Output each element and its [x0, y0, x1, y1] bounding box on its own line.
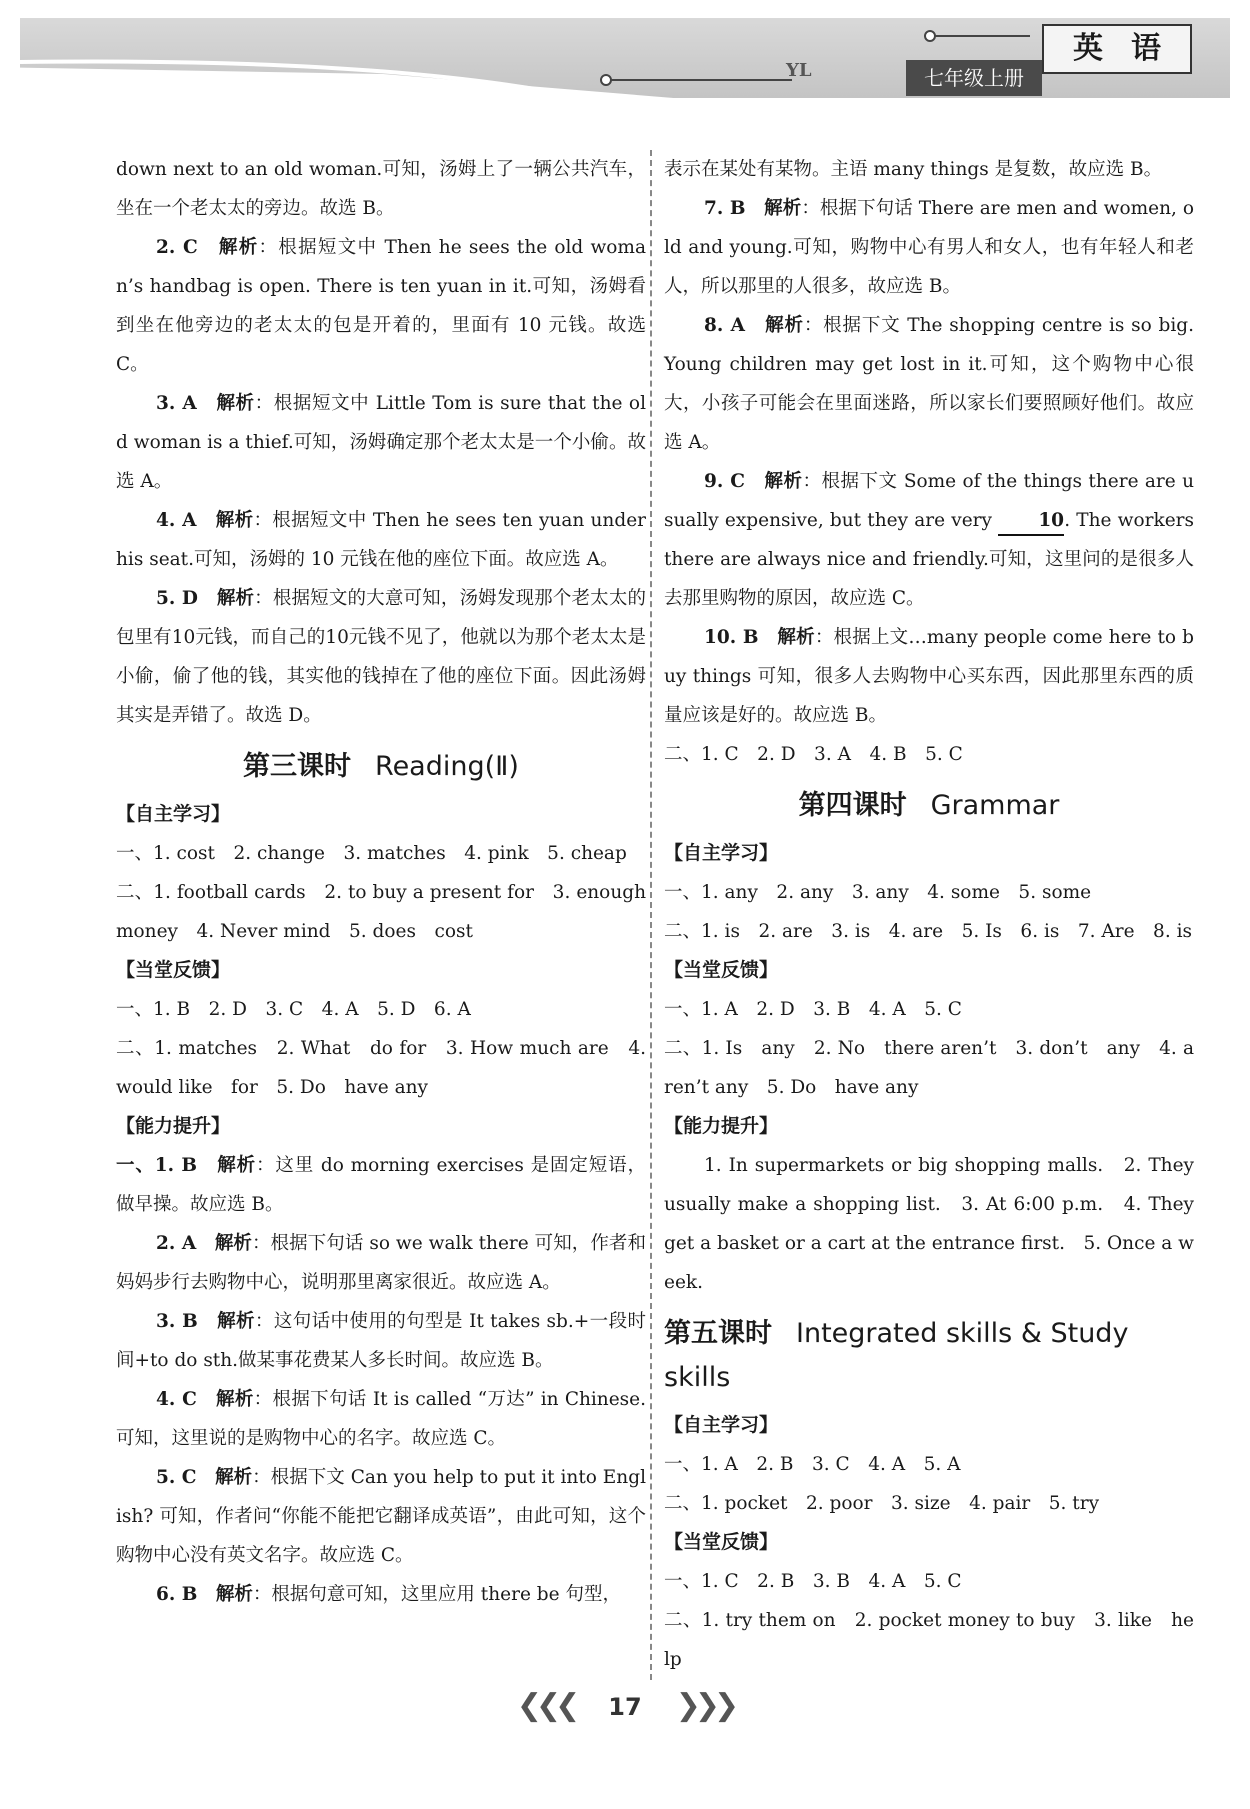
analysis-label: 解析	[215, 1467, 253, 1488]
analysis-label: 解析	[215, 510, 254, 531]
column-divider	[650, 150, 652, 1680]
answer-line: 一、1. A 2. D 3. B 4. A 5. C	[664, 999, 962, 1020]
analysis-label: 解析	[218, 237, 259, 258]
answer-number: 4. C	[156, 1389, 197, 1410]
right-arrows-icon: ❯❯❯	[675, 1688, 734, 1723]
left-column	[116, 150, 646, 1614]
analysis-label: 解析	[764, 471, 803, 492]
section-heading: 【自主学习】	[664, 842, 779, 864]
answer-line: 二、1. matches 2. What do for 3. How much are 4. would like for 5. Do have any	[116, 1038, 646, 1098]
analysis-text: ：根据上文…many people come here to buy things 可知，很多人去购物中心买东西，因此那里东西的质量应该是好的。故应选 B。	[664, 627, 1194, 726]
analysis-text: . The workers there are always nice and friendly.可知，这里问的是很多人去那里购物的原因，故应选 C。	[664, 510, 1194, 609]
answer-line: 二、1. Is any 2. No there aren’t 3. don’t any 4. aren’t any 5. Do have any	[664, 1038, 1194, 1098]
analysis-label: 解析	[217, 1155, 257, 1176]
lesson-title-en: Grammar	[930, 790, 1060, 821]
analysis-label: 解析	[216, 588, 255, 609]
lesson-title	[116, 745, 646, 789]
analysis-text: ：根据句意可知，这里应用 there be 句型，	[252, 1584, 621, 1605]
answer-number: 一、1. B	[116, 1155, 198, 1176]
fill-blank: 10	[998, 508, 1064, 536]
answer-line: 一、1. any 2. any 3. any 4. some 5. some	[664, 882, 1092, 903]
answer-number: 3. B	[156, 1311, 198, 1332]
lesson-title-cn: 第五课时	[664, 1318, 772, 1349]
answer-line: 一、1. C 2. B 3. B 4. A 5. C	[664, 1571, 962, 1592]
analysis-text: ：根据下句话 There are men and women, old and young.可知，购物中心有男人和女人，也有年轻人和老人，所以那里的人很多，故应选 B。	[664, 198, 1194, 297]
section-heading: 【当堂反馈】	[664, 1531, 779, 1553]
left-arrows-icon: ❮❮❮	[516, 1688, 575, 1723]
answer-text: down next to an old woman.可知，汤姆上了一辆公共汽车，坐在一个老太太的旁边。故选 B。	[116, 159, 646, 219]
section-heading: 【当堂反馈】	[664, 959, 779, 981]
answer-number: 6. B	[156, 1584, 198, 1605]
analysis-text: ：这句话中使用的句型是 It takes sb.+一段时间+to do sth.做某事花费某人多长时间。故应选 B。	[116, 1311, 646, 1371]
answer-item	[664, 189, 1194, 306]
answer-item	[116, 228, 646, 384]
page-footer	[0, 1688, 1250, 1723]
lesson-title-cn: 第三课时	[243, 751, 352, 782]
analysis-label: 解析	[215, 1389, 254, 1410]
lesson-title-en: Reading(Ⅱ)	[375, 751, 519, 782]
answer-line: 一、1. A 2. B 3. C 4. A 5. A	[664, 1454, 961, 1475]
answer-item	[116, 1458, 646, 1575]
answer-number: 7. B	[704, 198, 746, 219]
answer-text: 表示在某处有某物。主语 many things 是复数，故应选 B。	[664, 159, 1163, 180]
analysis-label: 解析	[215, 1584, 253, 1605]
right-column	[664, 150, 1194, 1679]
lesson-title-cn: 第四课时	[798, 790, 907, 821]
answer-number: 4. A	[156, 510, 197, 531]
subject-label: 英语	[1042, 24, 1192, 74]
answer-item	[664, 618, 1194, 735]
answer-number: 3. A	[156, 393, 197, 414]
analysis-text: ：根据下句话 so we walk there 可知，作者和妈妈步行去购物中心，说明那里离家很近。故应选 A。	[116, 1233, 646, 1293]
answer-item	[116, 501, 646, 579]
answer-item	[116, 1380, 646, 1458]
series-mark: YL	[786, 60, 812, 81]
answer-line: 二、1. pocket 2. poor 3. size 4. pair 5. try	[664, 1493, 1100, 1514]
answer-number: 10. B	[704, 627, 759, 648]
answer-item	[664, 306, 1194, 462]
answer-item	[116, 1575, 646, 1614]
analysis-text: ：根据短文的大意可知，汤姆发现那个老太太的包里有10元钱，而自己的10元钱不见了，他就以为那个老太太是小偷，偷了他的钱，其实他的钱掉在了他的座位下面。因此汤姆其实是弄错了。故选 D。	[116, 588, 646, 726]
analysis-label: 解析	[217, 1311, 255, 1332]
lesson-title-en: Integrated skills & Study skills	[664, 1318, 1129, 1393]
answer-number: 2. C	[156, 237, 198, 258]
analysis-text: ：根据下文 Some of the things there are usually expensive, but they are very	[664, 471, 1194, 531]
answer-line: 一、1. cost 2. change 3. matches 4. pink 5. cheap	[116, 843, 627, 864]
answer-line: 一、1. B 2. D 3. C 4. A 5. D 6. A	[116, 999, 471, 1020]
analysis-text: ：根据短文中 Then he sees the old woman’s handbag is open. There is ten yuan in it.可知，汤姆看到坐在他旁边的老太太的包是开着的，里面有 10 元钱。故选 C。	[116, 237, 646, 375]
section-heading: 【能力提升】	[664, 1115, 779, 1137]
analysis-text: ：根据下句话 It is called “万达” in Chinese.可知，这里说的是购物中心的名字。故应选 C。	[116, 1389, 646, 1449]
analysis-label: 解析	[765, 315, 804, 336]
analysis-text: ：这里 do morning exercises 是固定短语，做早操。故应选 B。	[116, 1155, 646, 1215]
analysis-text: ：根据短文中 Then he sees ten yuan under his seat.可知，汤姆的 10 元钱在他的座位下面。故应选 A。	[116, 510, 646, 570]
section-heading: 【自主学习】	[664, 1414, 779, 1436]
section-heading: 【当堂反馈】	[116, 959, 231, 981]
section-heading: 【自主学习】	[116, 803, 231, 825]
answer-number: 5. C	[156, 1467, 197, 1488]
answer-number: 9. C	[704, 471, 745, 492]
analysis-label: 解析	[764, 198, 802, 219]
answer-line: 二、1. C 2. D 3. A 4. B 5. C	[664, 744, 963, 765]
answer-text: 1. In supermarkets or big shopping malls. 2. They usually make a shopping list. 3. At 6:00 p.m. 4. They get a basket or a cart at the entrance first. 5. Once a week.	[664, 1155, 1195, 1293]
answer-number: 2. A	[156, 1233, 197, 1254]
analysis-text: ：根据下文 The shopping centre is so big. Young children may get lost in it.可知，这个购物中心很大，小孩子可能会在里面迷路，所以家长们要照顾好他们。故应选 A。	[664, 315, 1194, 453]
answer-line: 二、1. try them on 2. pocket money to buy 3. like help	[664, 1610, 1194, 1670]
answer-line: 二、1. football cards 2. to buy a present for 3. enough money 4. Never mind 5. does cost	[116, 882, 646, 942]
lesson-title	[664, 784, 1194, 828]
analysis-label: 解析	[777, 627, 815, 648]
grade-label: 七年级上册	[906, 60, 1042, 96]
analysis-label: 解析	[214, 1233, 252, 1254]
answer-item	[116, 384, 646, 501]
answer-item	[116, 1146, 646, 1224]
answer-line: 二、1. is 2. are 3. is 4. are 5. Is 6. is 7. Are 8. is	[664, 921, 1192, 942]
answer-item	[664, 462, 1194, 618]
analysis-text: ：根据短文中 Little Tom is sure that the old woman is a thief.可知，汤姆确定那个老太太是一个小偷。故选 A。	[116, 393, 646, 492]
answer-number: 8. A	[704, 315, 745, 336]
answer-item	[116, 579, 646, 735]
analysis-text: ：根据下文 Can you help to put it into English? 可知，作者问“你能不能把它翻译成英语”，由此可知，这个购物中心没有英文名字。故应选 C。	[116, 1467, 646, 1566]
analysis-label: 解析	[216, 393, 255, 414]
section-heading: 【能力提升】	[116, 1115, 231, 1137]
answer-item	[116, 1224, 646, 1302]
answer-number: 5. D	[156, 588, 198, 609]
answer-item	[116, 1302, 646, 1380]
lesson-title	[664, 1312, 1194, 1400]
page-number: 17	[608, 1693, 642, 1721]
